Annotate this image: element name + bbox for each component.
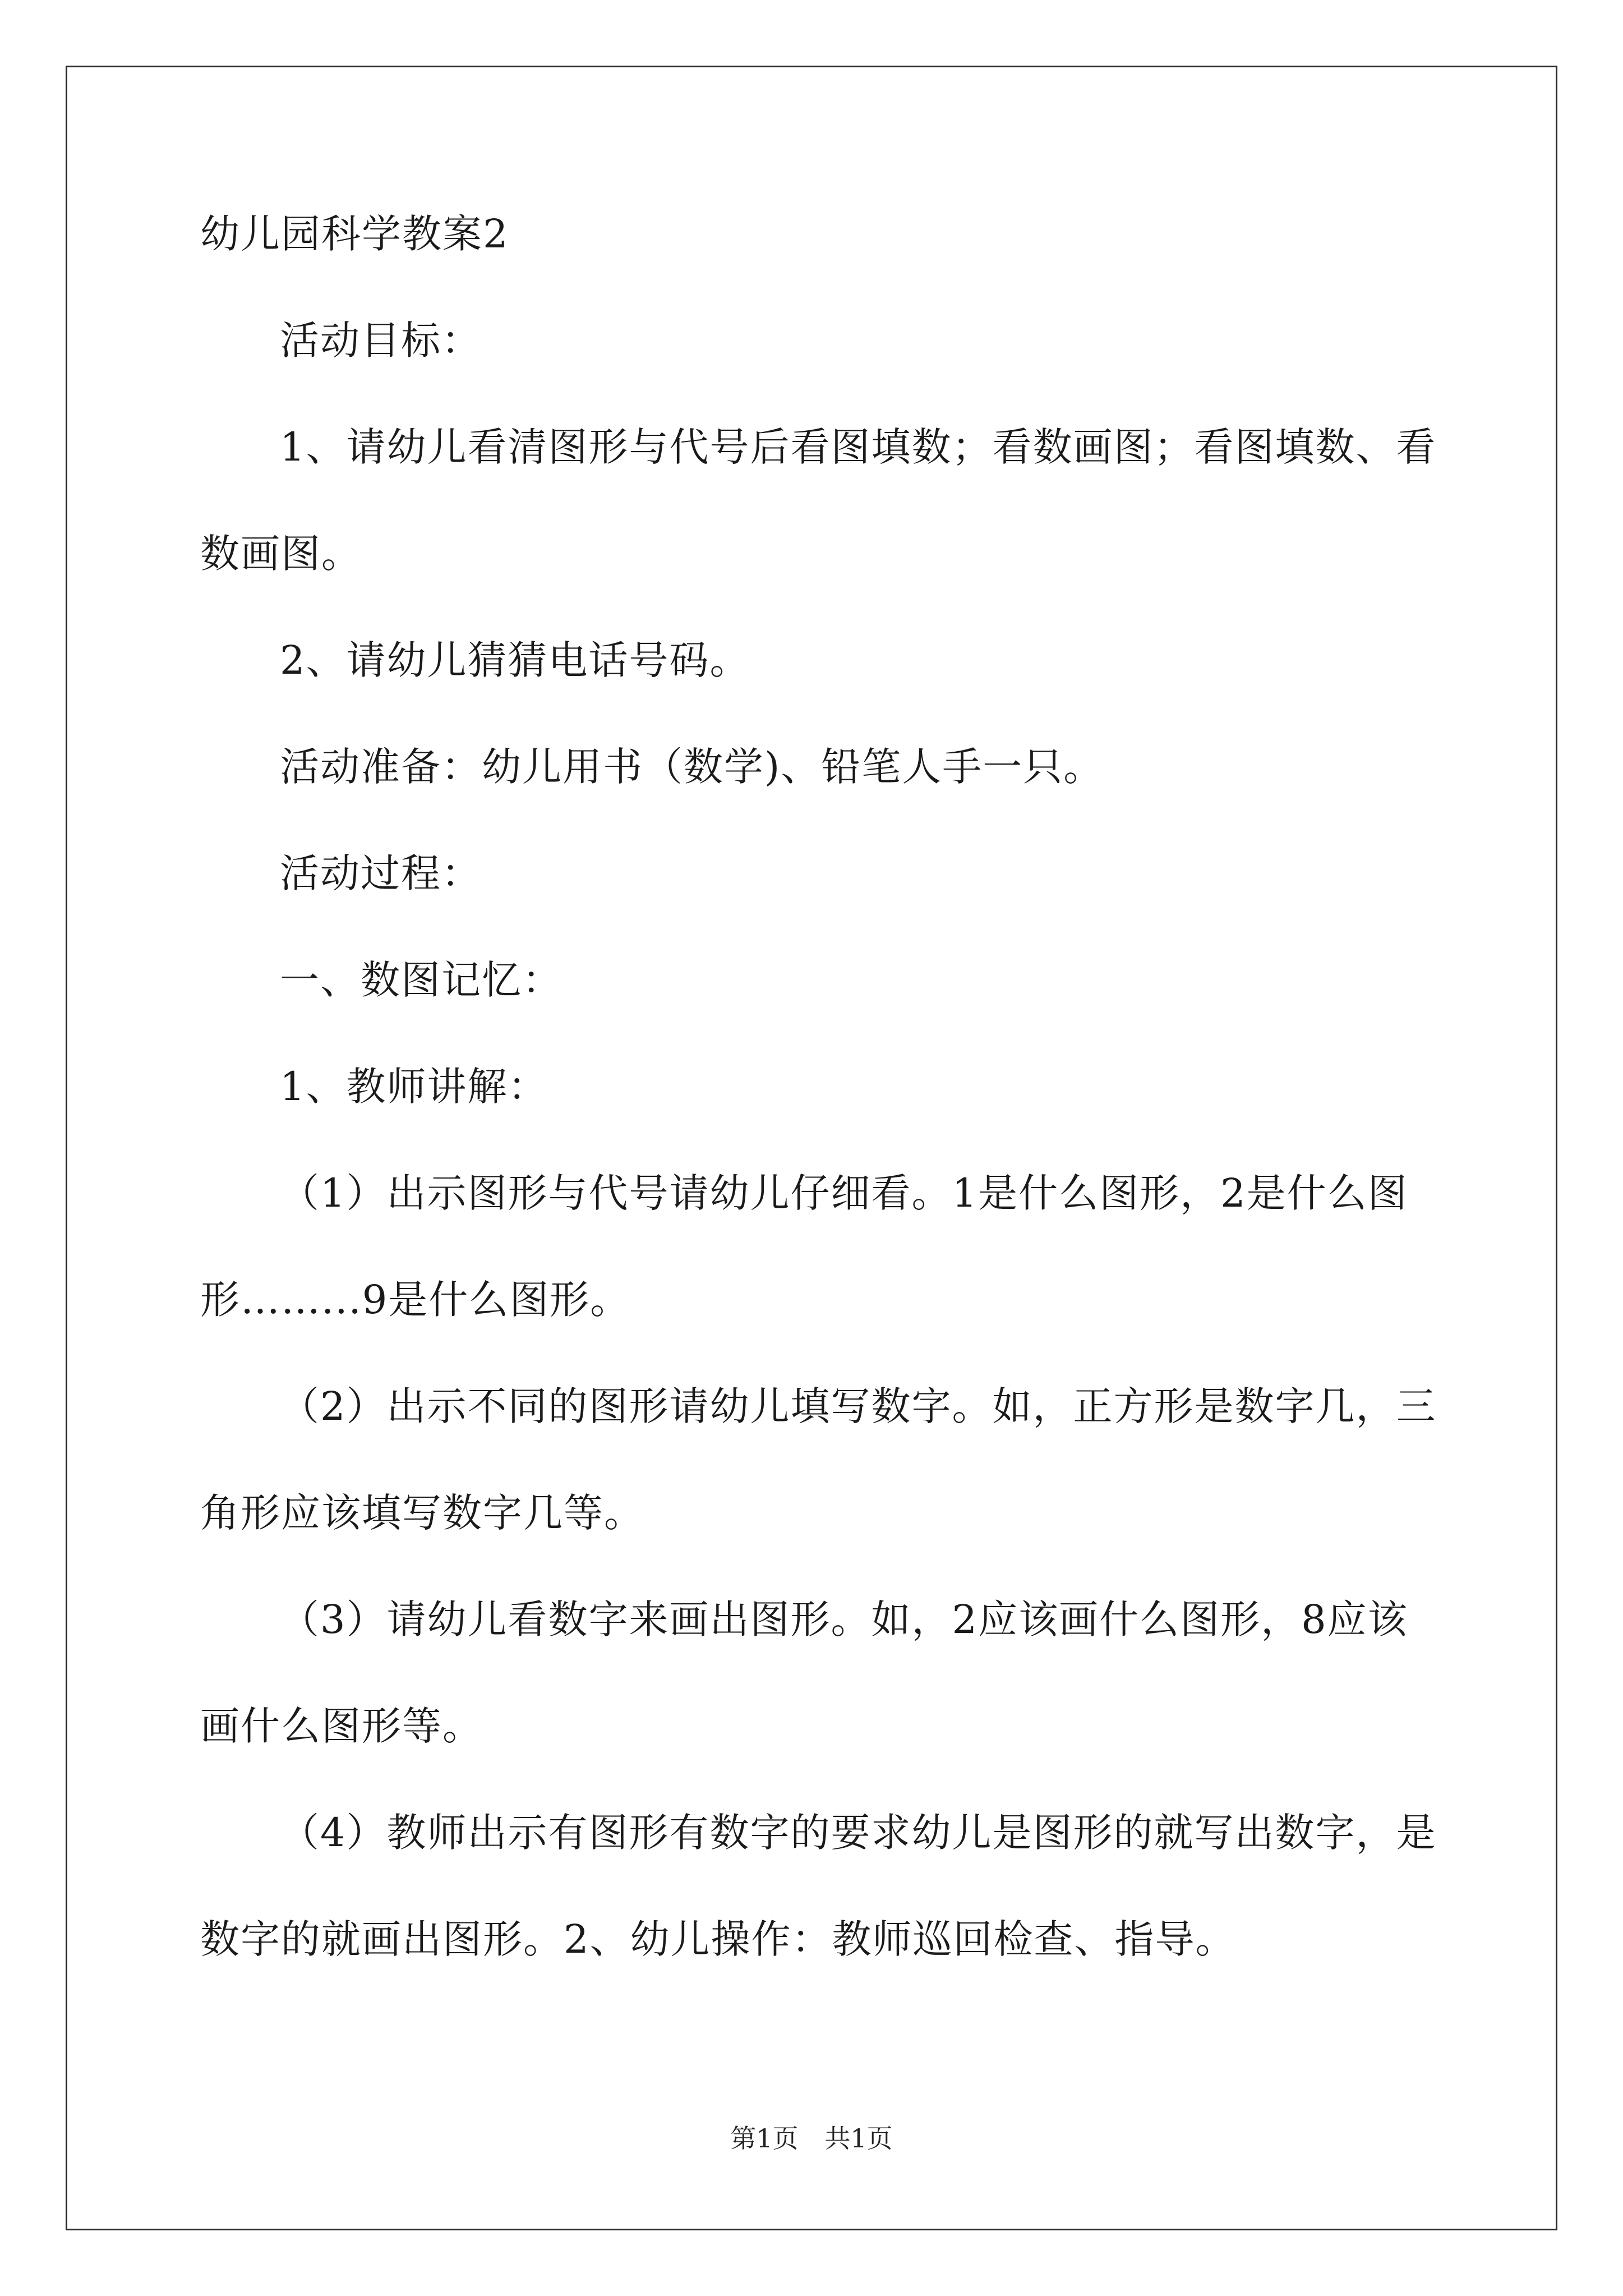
paragraph-line: 活动过程：: [280, 850, 482, 896]
paragraph-line: 2、请幼儿猜猜电话号码。: [280, 637, 750, 683]
paragraph-line: （4）教师出示有图形有数字的要求幼儿是图形的就写出数字，是: [280, 1810, 1437, 1856]
paragraph-line: 数字的就画出图形。2、幼儿操作：教师巡回检查、指导。: [200, 1916, 1236, 1962]
page-footer: [0, 2122, 1623, 2155]
paragraph-line: 1、教师讲解：: [280, 1064, 548, 1110]
paragraph-line: 1、请幼儿看清图形与代号后看图填数；看数画图；看图填数、看: [280, 424, 1437, 470]
paragraph-line: 形……...9是什么图形。: [200, 1277, 631, 1323]
paragraph-line: 数画图。: [200, 531, 362, 577]
paragraph-line: 角形应该填写数字几等。: [200, 1490, 644, 1536]
paragraph-line: （3）请幼儿看数字来画出图形。如，2应该画什么图形，8应该: [280, 1596, 1408, 1642]
paragraph-line: （2）出示不同的图形请幼儿填写数字。如，正方形是数字几，三: [280, 1383, 1437, 1429]
paragraph-line: 一、数图记忆：: [280, 957, 562, 1003]
paragraph-line: 画什么图形等。: [200, 1703, 483, 1749]
paragraph-line: 活动目标：: [280, 318, 482, 364]
page-number-total: 共1页: [824, 2123, 893, 2154]
page-border: [66, 66, 1557, 2230]
paragraph-line: （1）出示图形与代号请幼儿仔细看。1是什么图形，2是什么图: [280, 1170, 1408, 1216]
page-number-current: 第1页: [730, 2123, 799, 2154]
paragraph-line: 活动准备：幼儿用书（数学)、铅笔人手一只。: [280, 744, 1104, 790]
document-title: 幼儿园科学教案2: [200, 211, 509, 257]
